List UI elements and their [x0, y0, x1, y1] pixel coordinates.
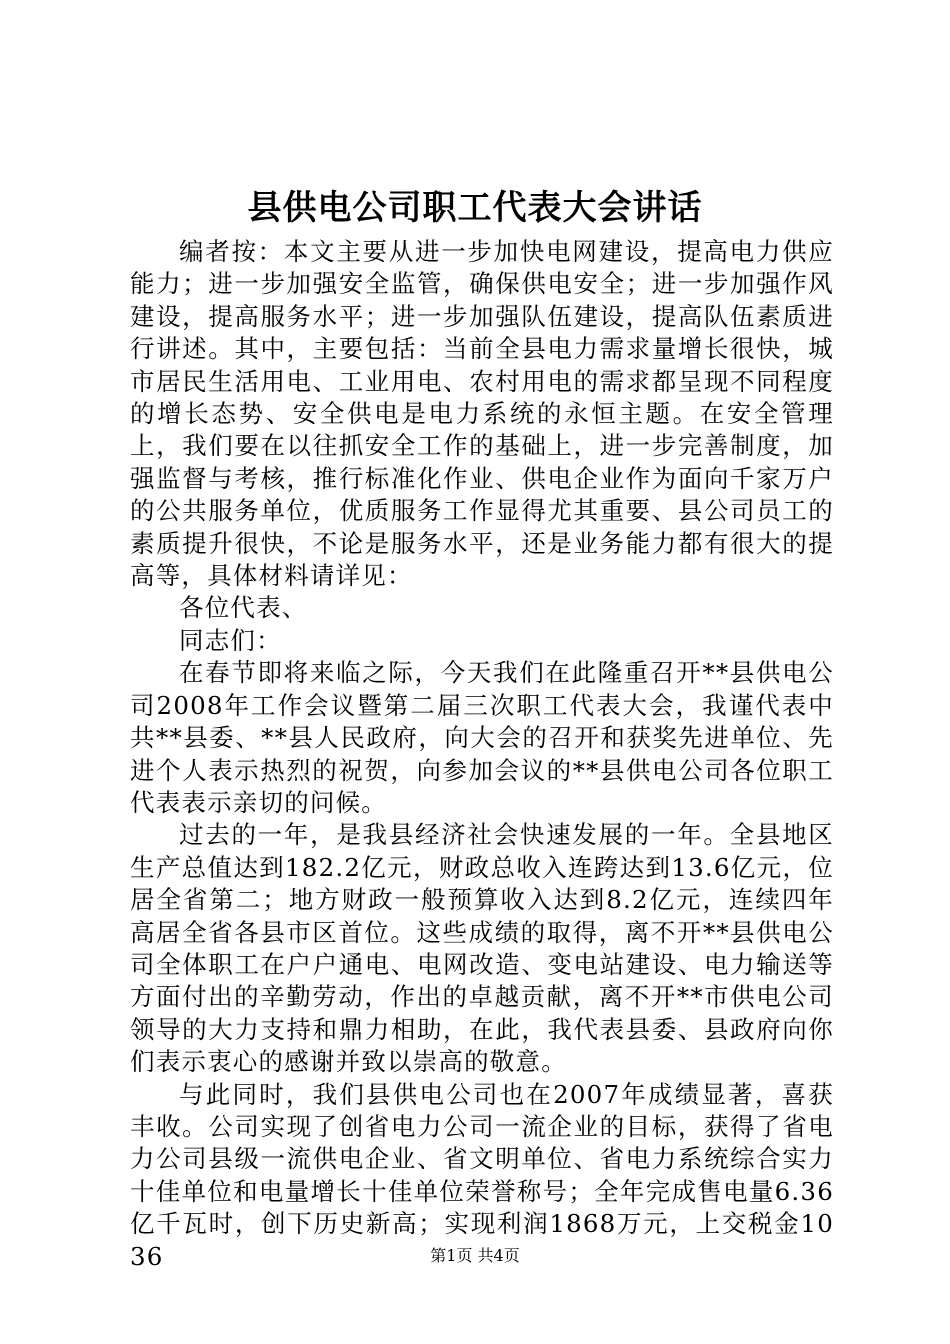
editor-note-paragraph: 编者按：本文主要从进一步加快电网建设，提高电力供应能力；进一步加强安全监管，确保供电安全；进一步加强作风建设，提高服务水平；进一步加强队伍建设，提高队伍素质进行讲述。其中，主要包括：当前全县电力需求量增长很快，城市居民生活用电、工业用电、农村用电的需求都呈现不同程度的增长态势、安全供电是电力系统的永恒主题。在安全管理上，我们要在以往抓安全工作的基础上，进一步完善制度，加强监督与考核，推行标准化作业、供电企业作为面向千家万户的公共服务单位，优质服务工作显得尤其重要、县公司员工的素质提升很快，不论是服务水平，还是业务能力都有很大的提高等，具体材料请详见： — [130, 237, 834, 591]
salutation-delegates: 各位代表、 — [179, 593, 308, 623]
achievements-paragraph: 与此同时，我们县供电公司也在2007年成绩显著，喜获丰收。公司实现了创省电力公司一流企业的目标，获得了省电力公司县级一流供电企业、省文明单位、省电力系统综合实力十佳单位和电量增长十佳单位荣誉称号；全年完成售电量6.36亿千瓦时，创下历史新高；实现利润1868万元，上交税金1036 — [130, 1079, 834, 1271]
document-title: 县供电公司职工代表大会讲话 — [247, 188, 703, 228]
page-number-footer: 第1页 共4页 — [430, 1246, 520, 1265]
document-body — [130, 236, 834, 1273]
opening-paragraph: 在春节即将来临之际，今天我们在此隆重召开**县供电公司2008年工作会议暨第二届三次职工代表大会，我谨代表中共**县委、**县人民政府，向大会的召开和获奖先进单位、先进个人表示热烈的祝贺，向参加会议的**县供电公司各位职工代表表示亲切的问候。 — [130, 658, 834, 817]
salutation-comrades: 同志们： — [179, 625, 282, 655]
past-year-paragraph: 过去的一年，是我县经济社会快速发展的一年。全县地区生产总值达到182.2亿元，财政总收入连跨达到13.6亿元，位居全省第二；地方财政一般预算收入达到8.2亿元，连续四年高居全省各县市区首位。这些成绩的取得，离不开**县供电公司全体职工在户户通电、电网改造、变电站建设、电力输送等方面付出的辛勤劳动，作出的卓越贡献，离不开**市供电公司领导的大力支持和鼎力相助，在此，我代表县委、县政府向你们表示衷心的感谢并致以崇高的敬意。 — [130, 820, 834, 1077]
